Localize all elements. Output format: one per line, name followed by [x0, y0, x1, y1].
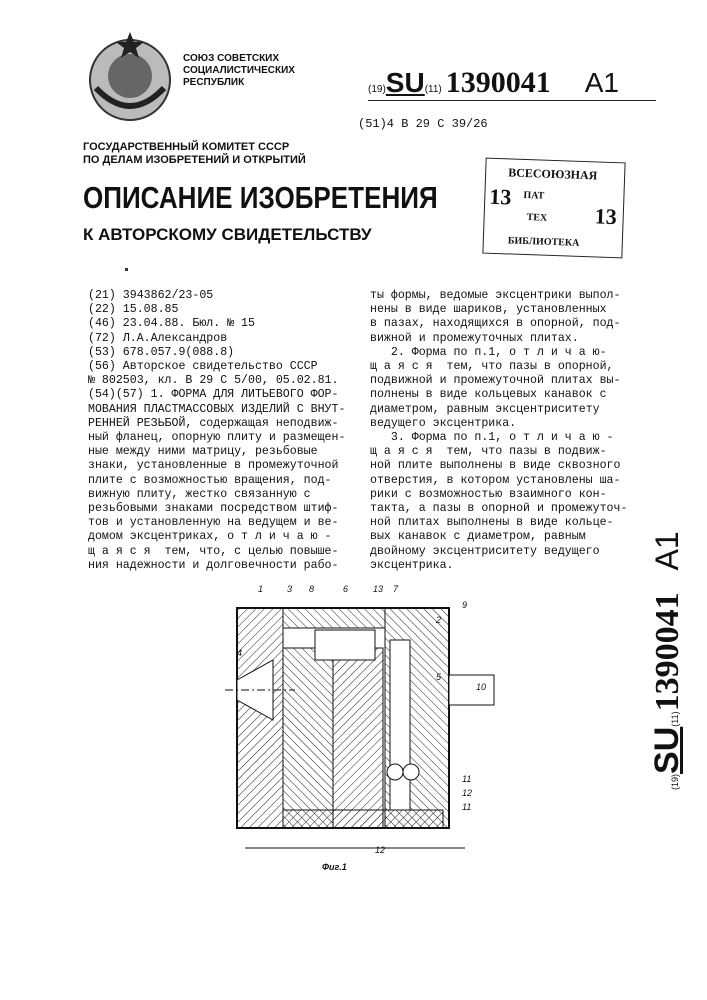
part-label: 10 — [476, 682, 486, 692]
text-line: ты формы, ведомые эксцентрики выпол- — [370, 289, 627, 303]
text-line: (22) 15.08.85 — [88, 303, 345, 317]
committee-line: ГОСУДАРСТВЕННЫЙ КОМИТЕТ СССР — [83, 141, 306, 154]
part-label: 5 — [436, 672, 441, 682]
text-line: 2. Форма по п.1, о т л и ч а ю- — [370, 346, 627, 360]
text-line: тов и установленную на ведущем и ве- — [88, 516, 345, 530]
side-country: SU — [648, 727, 686, 774]
part-label: 6 — [343, 584, 348, 594]
right-column-text — [370, 289, 627, 573]
part-label: 12 — [462, 788, 472, 798]
text-line: отверстия, в котором установлены ша- — [370, 474, 627, 488]
text-line: полнены в виде кольцевых канавок с — [370, 388, 627, 402]
column-marker — [125, 268, 128, 271]
committee-line: ПО ДЕЛАМ ИЗОБРЕТЕНИЙ И ОТКРЫТИЙ — [83, 154, 306, 167]
stamp-text: ПАТ — [523, 190, 544, 203]
text-line: такта, а пазы в опорной и промежуточ- — [370, 502, 627, 516]
side-number: 1390041 — [649, 592, 686, 711]
text-line: резьбовыми знаками посредством штиф- — [88, 502, 345, 516]
side-code-19: (19) — [670, 774, 680, 790]
text-line: ния надежности и долговечности рабо- — [88, 559, 345, 573]
left-column-text — [88, 289, 345, 573]
republic-line: РЕСПУБЛИК — [183, 77, 295, 89]
code-11: (11) — [425, 84, 442, 95]
kind-code: A1 — [585, 67, 619, 98]
country-code: SU — [386, 67, 425, 98]
document-title: ОПИСАНИЕ ИЗОБРЕТЕНИЯ — [83, 180, 438, 216]
text-line: ной плитах выполнены в виде кольце- — [370, 516, 627, 530]
document-subtitle: К АВТОРСКОМУ СВИДЕТЕЛЬСТВУ — [83, 225, 372, 245]
text-line: (46) 23.04.88. Бюл. № 15 — [88, 317, 345, 331]
patent-number: 1390041 — [446, 66, 551, 99]
library-stamp — [482, 158, 625, 259]
text-line: двойному эксцентриситету ведущего — [370, 545, 627, 559]
text-line: диаметром, равным эксцентриситету — [370, 403, 627, 417]
text-line: РЕННЕЙ РЕЗЬБОЙ, содержащая неподвиж- — [88, 417, 345, 431]
stamp-text: ТЕХ — [526, 212, 547, 225]
part-label: 9 — [462, 600, 467, 610]
text-line: щ а я с я тем, что, с целью повыше- — [88, 545, 345, 559]
text-line: эксцентрика. — [370, 559, 627, 573]
text-line: вых канавок с диаметром, равным — [370, 530, 627, 544]
republic-line: СОЮЗ СОВЕТСКИХ — [183, 53, 295, 65]
text-line: плите с возможностью вращения, под- — [88, 474, 345, 488]
text-line: вижной и промежуточных плитах. — [370, 332, 627, 346]
patent-page — [0, 0, 707, 1000]
text-line: ведущего эксцентрика. — [370, 417, 627, 431]
side-patent-label — [648, 500, 687, 790]
republic-name — [183, 53, 295, 89]
text-line: вижную плиту, жестко связанную с — [88, 488, 345, 502]
text-line: щ а я с я тем, что пазы в опорной, — [370, 360, 627, 374]
technical-drawing — [225, 580, 495, 870]
part-label: 12 — [375, 845, 385, 855]
stamp-number: 13 — [489, 185, 512, 210]
part-label: 1 — [258, 584, 263, 594]
figure-caption: Фиг.1 — [322, 862, 347, 872]
part-label: 8 — [309, 584, 314, 594]
republic-line: СОЦИАЛИСТИЧЕСКИХ — [183, 65, 295, 77]
text-line: № 802503, кл. В 29 С 5/00, 05.02.81. — [88, 374, 345, 388]
text-line: ной плите выполнены в виде сквозного — [370, 459, 627, 473]
text-line: в пазах, находящихся в опорной, под- — [370, 317, 627, 331]
text-line: МОВАНИЯ ПЛАСТМАССОВЫХ ИЗДЕЛИЙ С ВНУТ- — [88, 403, 345, 417]
text-line: (53) 678.057.9(088.8) — [88, 346, 345, 360]
side-kind: A1 — [649, 531, 685, 570]
part-label: 11 — [462, 802, 471, 812]
patent-number-block — [368, 66, 656, 101]
text-line: щ а я с я тем, что пазы в подвиж- — [370, 445, 627, 459]
code-19: (19) — [368, 84, 386, 95]
ipc-class: (51)4 В 29 С 39/26 — [358, 117, 488, 131]
text-line: ные между ними матрицу, резьбовые — [88, 445, 345, 459]
part-label: 3 — [287, 584, 292, 594]
text-line: 3. Форма по п.1, о т л и ч а ю - — [370, 431, 627, 445]
part-label: 2 — [436, 615, 441, 625]
part-label: 11 — [462, 774, 471, 784]
ussr-emblem-icon — [82, 28, 178, 128]
committee — [83, 141, 306, 167]
text-line: (21) 3943862/23-05 — [88, 289, 345, 303]
stamp-text: ВСЕСОЮЗНАЯ — [508, 165, 598, 182]
text-line: нены в виде шариков, установленных — [370, 303, 627, 317]
side-code-11: (11) — [670, 711, 680, 726]
stamp-number: 13 — [594, 204, 617, 229]
text-line: рики с возможностью взаимного кон- — [370, 488, 627, 502]
part-label: 4 — [237, 648, 242, 658]
part-label: 7 — [393, 584, 398, 594]
text-line: (54)(57) 1. ФОРМА ДЛЯ ЛИТЬЕВОГО ФОР- — [88, 388, 345, 402]
text-line: знаки, установленные в промежуточной — [88, 459, 345, 473]
text-line: ный фланец, опорную плиту и размещен- — [88, 431, 345, 445]
part-label: 13 — [373, 584, 383, 594]
text-line: подвижной и промежуточной плитах вы- — [370, 374, 627, 388]
text-line: (56) Авторское свидетельство СССР — [88, 360, 345, 374]
text-line: домом эксцентриках, о т л и ч а ю - — [88, 530, 345, 544]
stamp-text: БИБЛИОТЕКА — [508, 235, 580, 249]
text-line: (72) Л.А.Александров — [88, 332, 345, 346]
